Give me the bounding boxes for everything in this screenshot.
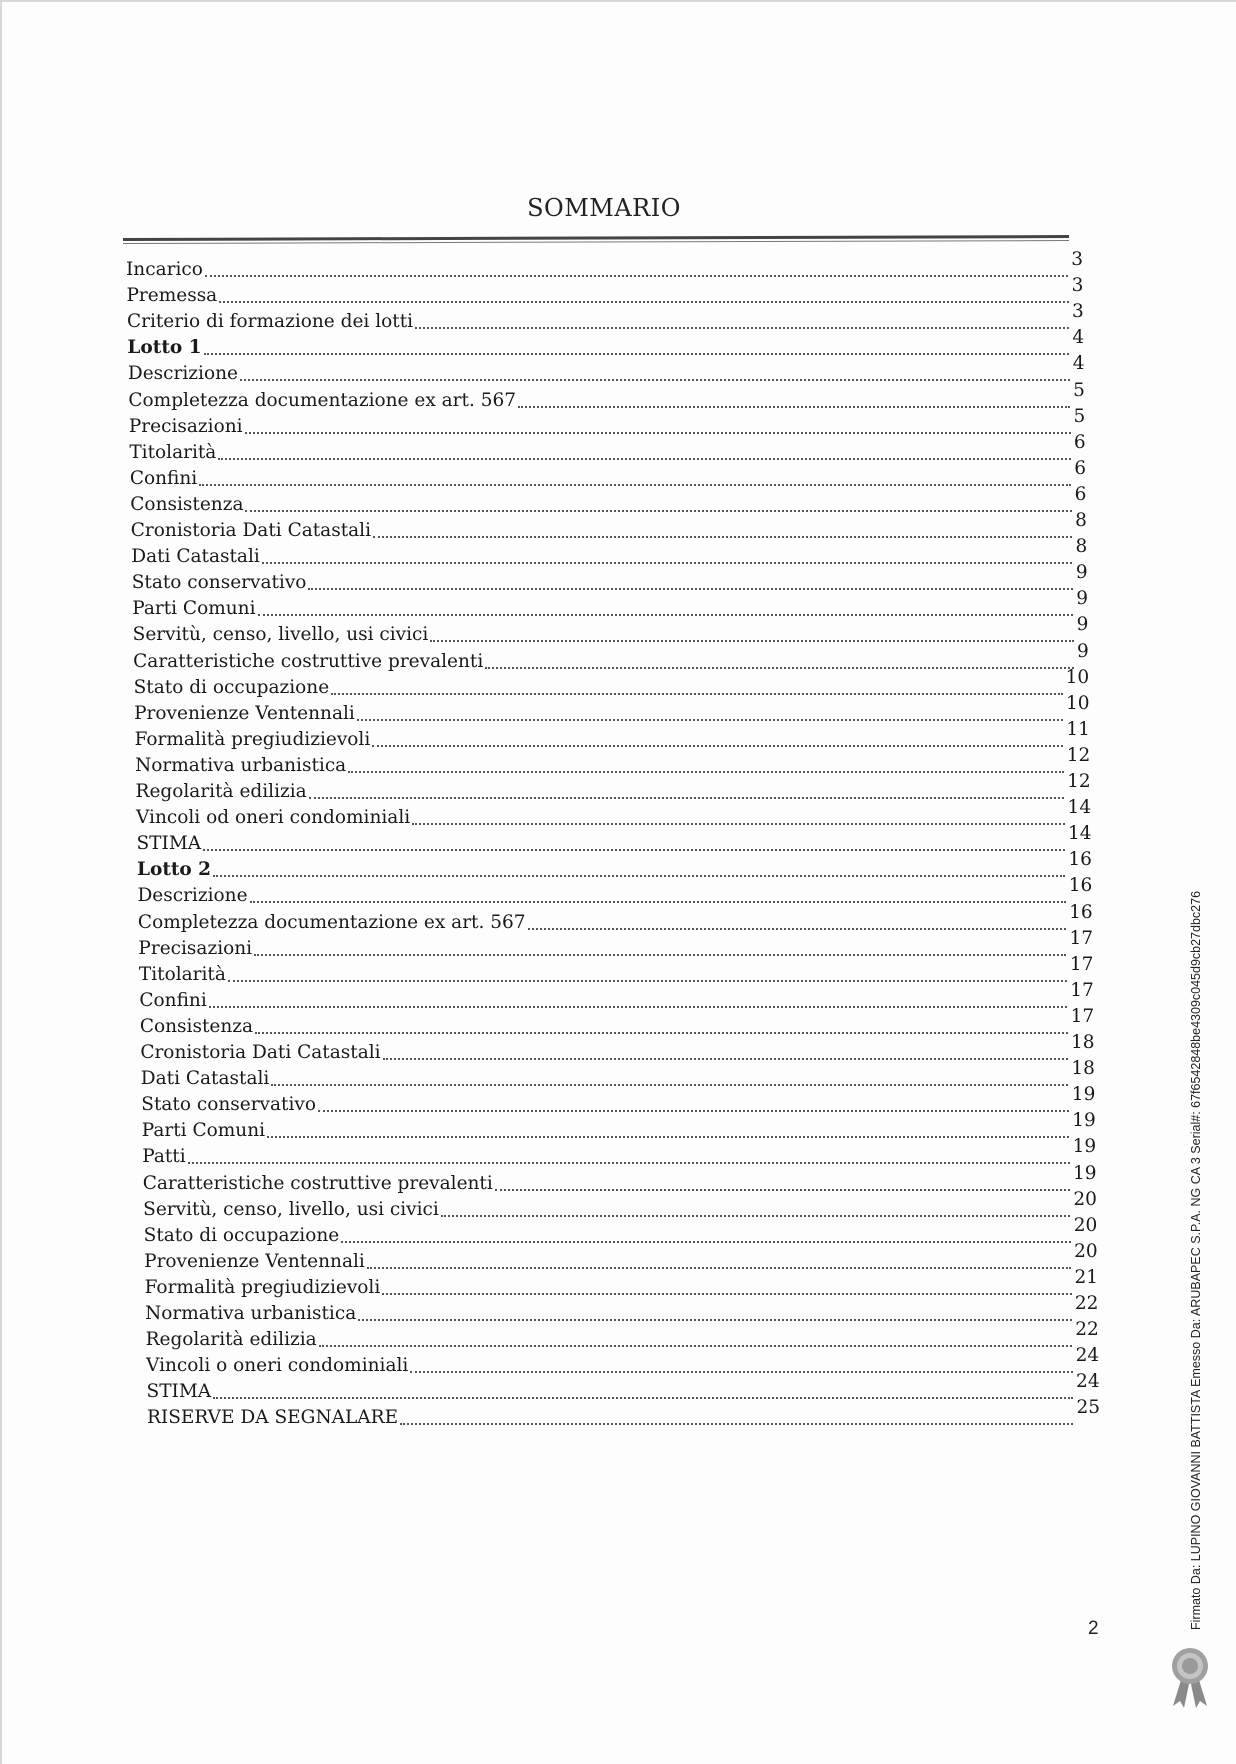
toc-entry-label: Caratteristiche costruttive prevalenti	[133, 650, 484, 672]
toc-entry-page: 20	[1073, 1214, 1098, 1236]
toc-entry	[131, 562, 1088, 594]
toc-entry	[130, 510, 1087, 542]
toc-entry-label: Dati Catastali	[140, 1068, 270, 1090]
toc-entry	[141, 1084, 1096, 1116]
toc-entry-label: STIMA	[136, 833, 202, 855]
page-title: SOMMARIO	[527, 194, 681, 222]
toc-entry-page: 5	[1073, 405, 1086, 427]
toc-entry-page: 10	[1065, 666, 1090, 688]
toc-entry	[129, 431, 1086, 464]
toc-entry	[132, 614, 1089, 646]
toc-entry-page: 18	[1071, 1032, 1095, 1053]
toc-entry	[142, 1162, 1097, 1195]
toc-entry-page: 8	[1075, 536, 1088, 558]
toc-leader-dots	[271, 1083, 1068, 1086]
toc-entry-page: 19	[1072, 1136, 1097, 1158]
toc-entry	[139, 1005, 1095, 1038]
toc-leader-dots	[412, 822, 1064, 825]
toc-entry	[146, 1371, 1100, 1403]
toc-entry-label: Stato conservativo	[141, 1094, 316, 1116]
toc-entry-page: 4	[1072, 353, 1085, 375]
toc-entry-page: 17	[1070, 1005, 1095, 1027]
toc-entry-page: 16	[1069, 901, 1093, 923]
toc-entry-label: Titolarità	[129, 441, 217, 463]
toc-entry-page: 24	[1076, 1371, 1100, 1393]
toc-leader-dots	[245, 509, 1071, 512]
toc-entry-page: 21	[1074, 1266, 1099, 1288]
toc-entry-label: Servitù, censo, livello, usi civici	[143, 1198, 439, 1220]
toc-leader-dots	[485, 666, 1074, 669]
toc-leader-dots	[415, 326, 1069, 329]
toc-entry	[140, 1032, 1095, 1064]
toc-entry-label: Parti Comuni	[141, 1120, 266, 1142]
toc-entry-page: 20	[1074, 1240, 1098, 1262]
toc-entry-label: Formalità pregiudizievoli	[134, 728, 371, 750]
toc-entry-label: Descrizione	[137, 885, 248, 907]
toc-leader-dots	[203, 848, 1065, 851]
toc-leader-dots	[205, 274, 1068, 277]
toc-entry-label: Stato di occupazione	[133, 676, 330, 698]
toc-entry-label: Incarico	[126, 259, 203, 280]
toc-leader-dots	[341, 1240, 1071, 1243]
toc-entry-label: Confini	[129, 467, 198, 489]
toc-leader-dots	[199, 483, 1071, 486]
toc-leader-dots	[213, 1396, 1073, 1399]
toc-entry-label: Stato di occupazione	[143, 1224, 340, 1246]
toc-entry-page: 6	[1074, 457, 1087, 479]
toc-leader-dots	[255, 1031, 1068, 1034]
toc-entry	[146, 1345, 1100, 1377]
toc-entry-page: 3	[1071, 249, 1083, 270]
toc-leader-dots	[188, 1161, 1070, 1164]
toc-leader-dots	[367, 1266, 1071, 1269]
toc-entry	[134, 718, 1090, 751]
toc-entry-label: Vincoli o oneri condominiali	[146, 1355, 409, 1377]
toc-leader-dots	[358, 1318, 1072, 1321]
toc-leader-dots	[240, 378, 1070, 381]
toc-leader-dots	[218, 457, 1071, 460]
toc-leader-dots	[318, 1109, 1069, 1112]
toc-entry	[127, 327, 1085, 359]
toc-leader-dots	[213, 874, 1065, 877]
toc-entry-label: Stato conservativo	[131, 572, 307, 594]
toc-entry-label: STIMA	[146, 1381, 212, 1403]
toc-entry	[135, 771, 1091, 803]
toc-entry-label: Regolarità edilizia	[135, 781, 307, 802]
toc-entry-label: Descrizione	[127, 363, 238, 385]
toc-entry-page: 22	[1075, 1319, 1099, 1341]
toc-leader-dots	[331, 692, 1062, 695]
toc-entry-page: 11	[1066, 718, 1090, 740]
toc-entry	[132, 588, 1089, 620]
toc-entry-label: Completezza documentazione ex art. 567	[128, 389, 517, 411]
toc-entry-label: Normativa urbanistica	[145, 1303, 357, 1324]
toc-entry-page: 9	[1076, 588, 1089, 610]
toc-entry	[143, 1188, 1097, 1221]
toc-entry-page: 9	[1075, 562, 1088, 584]
toc-leader-dots	[209, 1005, 1068, 1008]
toc-entry	[136, 797, 1092, 829]
toc-entry-page: 6	[1074, 483, 1087, 505]
toc-entry-label: Cronistoria Dati Catastali	[140, 1042, 381, 1063]
toc-entry-label: Regolarità edilizia	[145, 1329, 317, 1351]
toc-entry-label: Titolarità	[138, 963, 226, 985]
toc-entry-label: Dati Catastali	[131, 546, 260, 568]
toc-entry-page: 5	[1073, 379, 1085, 401]
toc-entry-page: 9	[1077, 640, 1089, 662]
toc-entry-page: 22	[1074, 1293, 1099, 1314]
toc-entry-page: 4	[1072, 327, 1085, 349]
toc-entry-page: 16	[1068, 875, 1093, 897]
toc-entry-label: Normativa urbanistica	[135, 754, 347, 776]
toc-entry-label: Confini	[139, 989, 207, 1011]
toc-entry-label: Cronistoria Dati Catastali	[130, 520, 372, 541]
toc-entry	[138, 927, 1094, 960]
toc-entry-label: Parti Comuni	[132, 598, 256, 620]
toc-entry-page: 3	[1071, 275, 1084, 297]
toc-entry	[129, 457, 1087, 490]
digital-signature-text: Firmato Da: LUPINO GIOVANNI BATTISTA Emesso Da: ARUBAPEC S.P.A. NG CA 3 Serial#: 67f6542848be4309c045d9cb27dbc276	[1189, 890, 1203, 1630]
toc-leader-dots	[518, 405, 1070, 408]
toc-entry-label: Servitù, censo, livello, usi civici	[132, 624, 429, 646]
toc-entry-label: Formalità pregiudizievoli	[144, 1276, 381, 1298]
toc-leader-dots	[495, 1188, 1070, 1191]
toc-entry-label: Lotto 1	[127, 337, 202, 359]
toc-entry	[126, 249, 1083, 281]
toc-entry	[126, 275, 1084, 307]
toc-entry-page: 12	[1066, 744, 1091, 766]
toc-entry-page: 17	[1070, 979, 1094, 1001]
toc-leader-dots	[382, 1292, 1071, 1295]
toc-entry	[144, 1266, 1099, 1299]
toc-entry	[147, 1397, 1100, 1429]
toc-entry	[131, 536, 1088, 568]
toc-entry-page: 10	[1066, 692, 1090, 714]
toc-entry-label: Criterio di formazione dei lotti	[126, 311, 414, 333]
toc-entry-label: Completezza documentazione ex art. 567	[137, 911, 526, 933]
toc-entry-label: RISERVE DA SEGNALARE	[147, 1407, 399, 1429]
toc-leader-dots	[254, 953, 1066, 956]
toc-entry	[142, 1136, 1097, 1168]
toc-entry-label: Caratteristiche costruttive prevalenti	[142, 1172, 493, 1194]
toc-leader-dots	[245, 431, 1071, 434]
toc-entry	[128, 405, 1086, 438]
toc-entry-page: 9	[1076, 614, 1089, 636]
toc-entry-page: 16	[1068, 849, 1092, 871]
toc-leader-dots	[319, 1344, 1073, 1347]
toc-entry	[133, 666, 1090, 699]
toc-entry-label: Patti	[142, 1146, 186, 1168]
toc-entry-page: 17	[1069, 927, 1094, 949]
toc-leader-dots	[528, 927, 1067, 930]
toc-leader-dots	[357, 718, 1063, 721]
toc-entry-label: Consistenza	[130, 493, 244, 515]
page-number: 2	[1088, 1618, 1099, 1639]
toc-entry-label: Provenienze Ventennali	[134, 702, 355, 724]
toc-entry-label: Provenienze Ventennali	[144, 1250, 365, 1272]
toc-leader-dots	[373, 535, 1072, 538]
toc-entry-page: 8	[1075, 510, 1087, 531]
toc-leader-dots	[267, 1135, 1069, 1138]
toc-entry	[137, 875, 1093, 907]
toc-entry-page: 14	[1067, 797, 1092, 819]
toc-entry	[133, 640, 1089, 673]
toc-leader-dots	[308, 587, 1072, 590]
toc-entry	[145, 1319, 1099, 1351]
toc-entry	[144, 1240, 1098, 1273]
toc-leader-dots	[441, 1214, 1071, 1217]
toc-entry-page: 6	[1073, 431, 1086, 453]
toc-entry	[138, 953, 1094, 986]
toc-leader-dots	[204, 352, 1070, 355]
toc-entry	[139, 979, 1094, 1012]
toc-entry	[141, 1110, 1096, 1142]
toc-entry-label: Vincoli od oneri condominiali	[136, 807, 411, 829]
toc-entry	[143, 1214, 1098, 1247]
toc-leader-dots	[372, 744, 1063, 747]
toc-entry	[136, 849, 1092, 881]
toc-entry	[140, 1058, 1095, 1090]
toc-leader-dots	[400, 1422, 1073, 1425]
toc-entry-page: 24	[1075, 1345, 1100, 1367]
toc-entry-page: 19	[1071, 1084, 1096, 1106]
toc-entry	[130, 483, 1087, 516]
toc-leader-dots	[219, 300, 1068, 303]
toc-entry-label: Precisazioni	[128, 415, 243, 437]
toc-entry	[137, 901, 1093, 934]
toc-entry	[128, 379, 1085, 412]
toc-leader-dots	[309, 796, 1064, 799]
toc-leader-dots	[430, 639, 1073, 642]
toc-leader-dots	[348, 770, 1064, 773]
toc-entry	[136, 823, 1092, 855]
toc-leader-dots	[262, 561, 1073, 564]
toc-entry	[135, 744, 1091, 777]
toc-leader-dots	[258, 613, 1074, 616]
toc-entry	[134, 692, 1090, 725]
toc-entry-page: 19	[1072, 1162, 1097, 1184]
toc-entry-page: 19	[1072, 1110, 1096, 1132]
toc-entry-label: Premessa	[126, 285, 218, 307]
toc-leader-dots	[228, 979, 1067, 982]
toc-entry-page: 25	[1076, 1397, 1100, 1419]
toc-entry-page: 3	[1071, 301, 1084, 323]
toc-entry-page: 17	[1069, 953, 1094, 975]
toc-entry-page: 20	[1073, 1188, 1097, 1210]
toc-entry	[127, 353, 1085, 385]
toc-entry	[126, 301, 1084, 333]
toc-entry-label: Consistenza	[139, 1015, 254, 1037]
toc-entry	[145, 1293, 1099, 1325]
toc-entry-page: 18	[1071, 1058, 1095, 1080]
toc-entry-page: 14	[1067, 823, 1092, 845]
toc-entry-page: 12	[1067, 771, 1091, 792]
toc-entry-label: Lotto 2	[136, 859, 212, 881]
toc-leader-dots	[383, 1057, 1068, 1060]
certification-seal-icon	[1167, 1646, 1213, 1710]
toc-leader-dots	[410, 1370, 1072, 1373]
toc-leader-dots	[250, 900, 1066, 903]
toc-entry-label: Precisazioni	[138, 937, 253, 959]
